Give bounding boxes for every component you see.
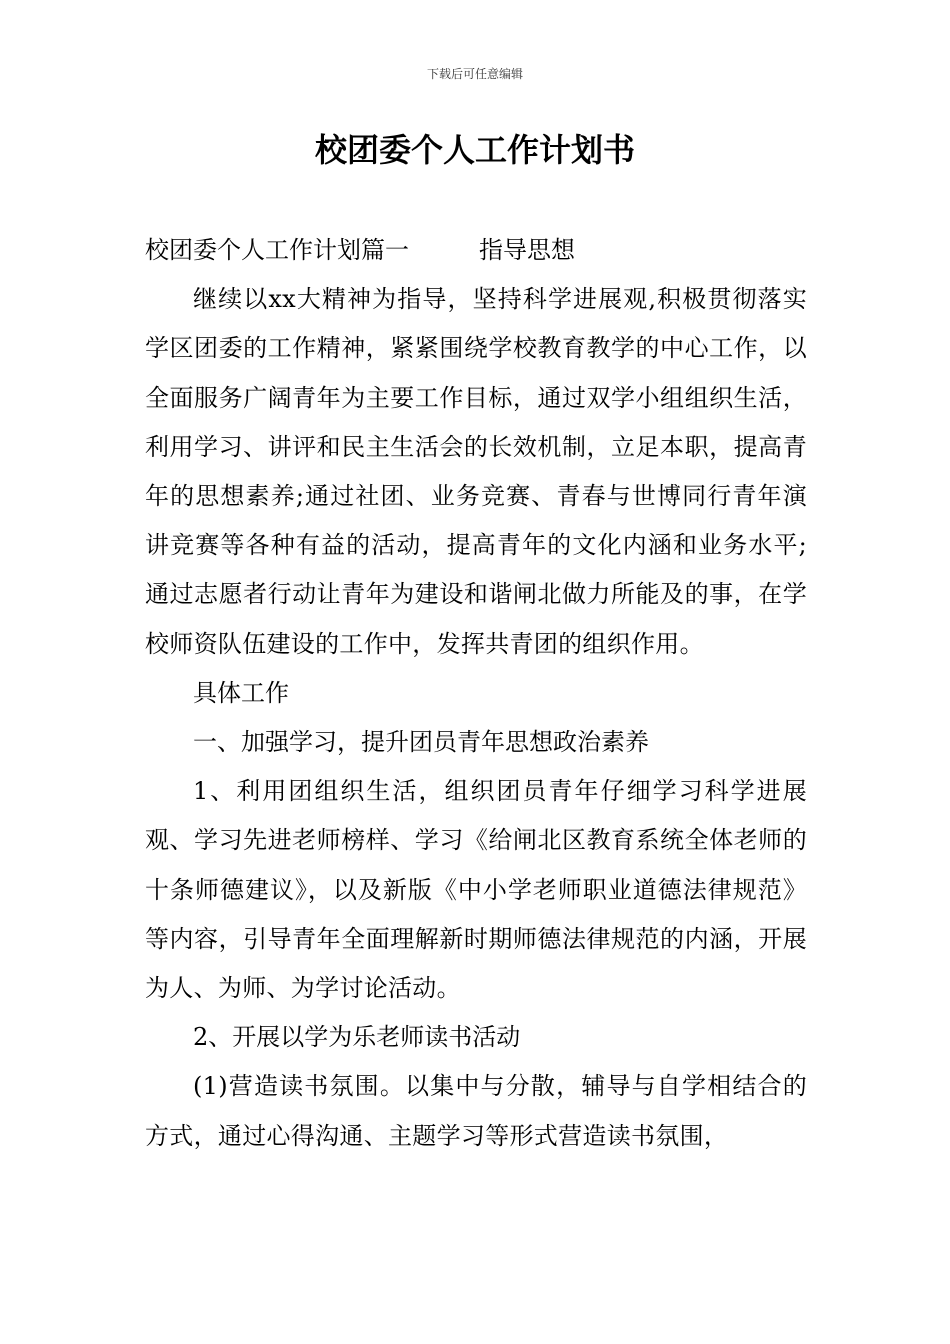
paragraph-item-one-2-1: (1)营造读书氛围。以集中与分散，辅导与自学相结合的方式，通过心得沟通、主题学习等形式营造读书氛围， [145, 1072, 807, 1150]
section-heading [145, 226, 807, 275]
paragraph-item-one-1: 1、利用团组织生活，组织团员青年仔细学习科学进展观、学习先进老师榜样、学习《给闸北区教育系统全体老师的十条师德建议》，以及新版《中小学老师职业道德法律规范》等内容，引导青年全面理解新时期师德法律规范的内涵，开展为人、为师、为学讨论活动。 [145, 777, 807, 1003]
document-body [145, 226, 807, 1161]
header-note: 下载后可任意编辑 [426, 67, 523, 81]
section-heading-right: 指导思想 [479, 236, 575, 264]
paragraph-specific-work: 具体工作 [193, 678, 289, 707]
paragraph-guiding: 继续以xx大精神为指导，坚持科学进展观,积极贯彻落实学区团委的工作精神，紧紧围绕学校教育教学的中心工作，以全面服务广阔青年为主要工作目标，通过双学小组组织生活，利用学习、讲评和民主生活会的长效机制，立足本职，提高青年的思想素养;通过社团、业务竞赛、青春与世博同行青年演讲竞赛等各种有益的活动，提高青年的文化内涵和业务水平;通过志愿者行动让青年为建设和谐闸北做力所能及的事，在学校师资队伍建设的工作中，发挥共青团的组织作用。 [145, 285, 807, 658]
document-title: 校团委个人工作计划书 [314, 131, 635, 169]
section-heading-left: 校团委个人工作计划篇一 [145, 236, 409, 264]
paragraph-item-one-2: 2、开展以学为乐老师读书活动 [193, 1023, 521, 1052]
paragraph-item-one: 一、加强学习，提升团员青年思想政治素养 [193, 728, 649, 757]
